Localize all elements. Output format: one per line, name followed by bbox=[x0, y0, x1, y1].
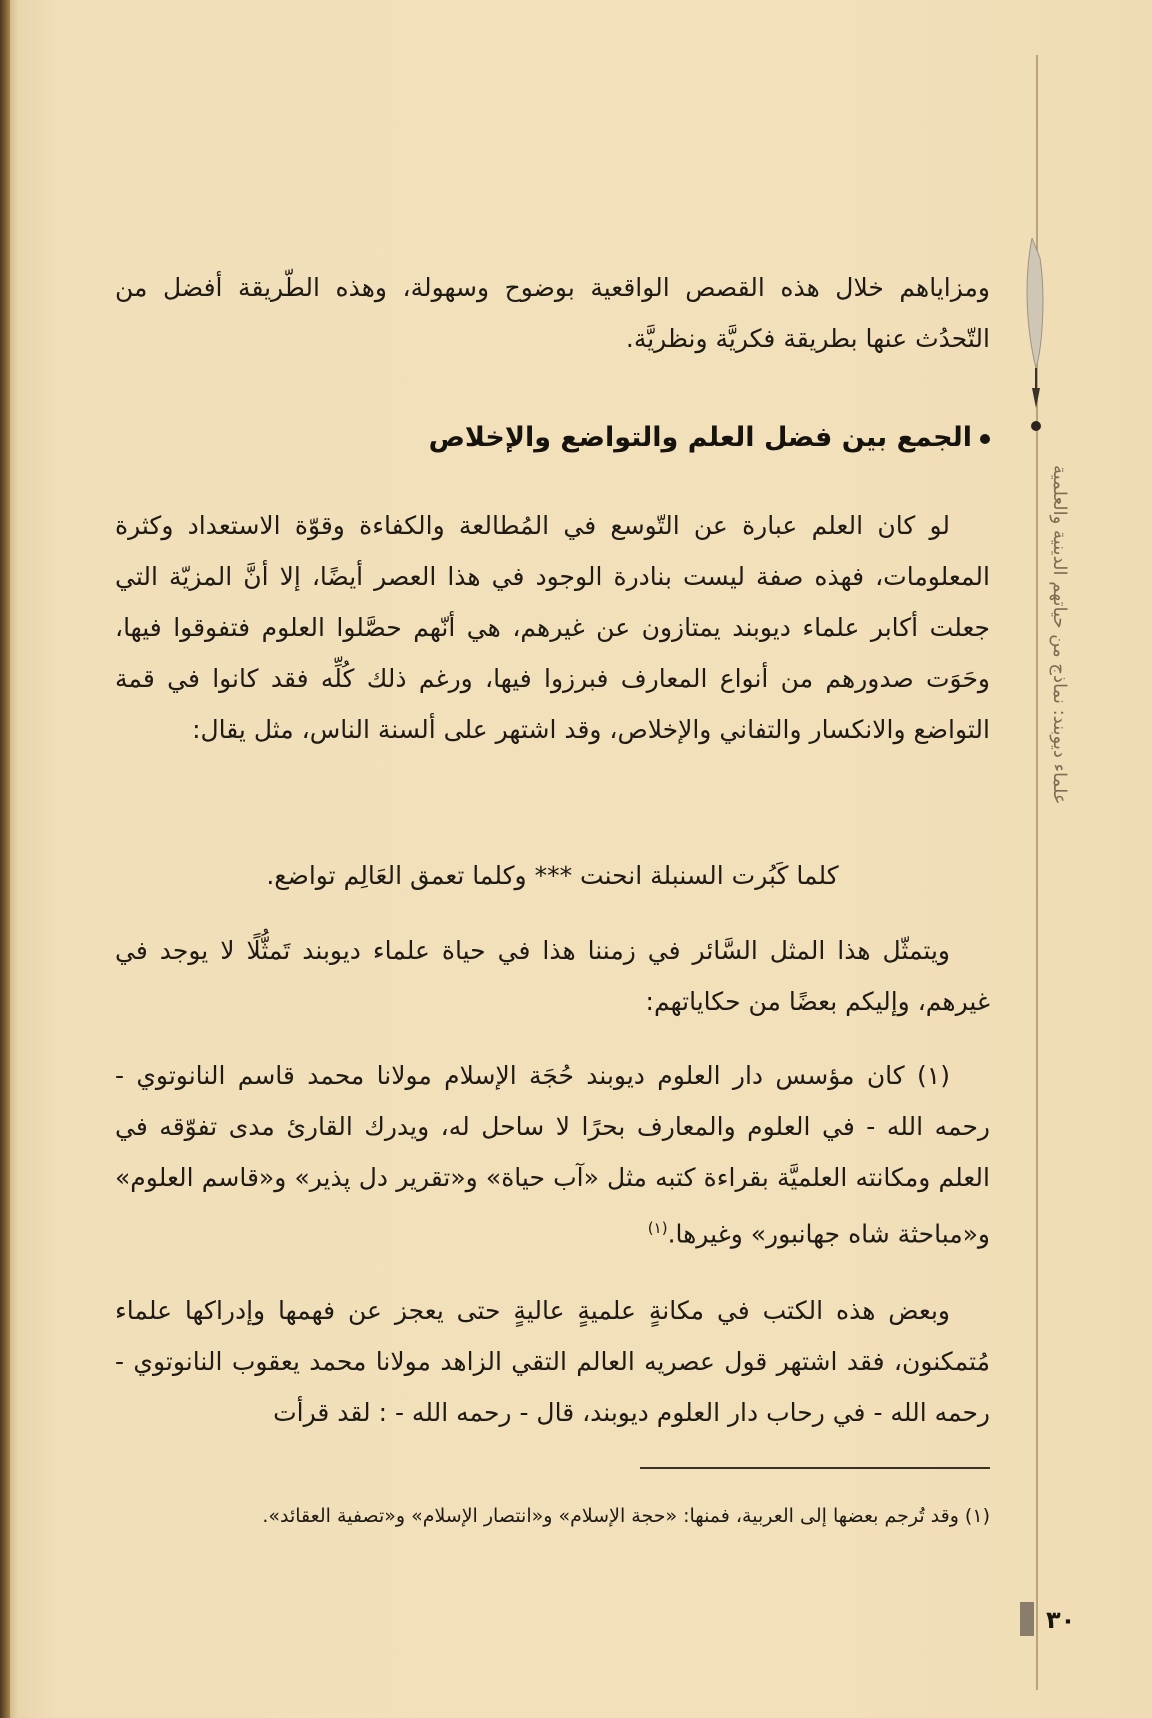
footnote-reference: (١) bbox=[647, 1219, 668, 1237]
paragraph: ويتمثّل هذا المثل السَّائر في زمننا هذا في حياة علماء ديوبند تَمثُّلًا لا يوجد في غيرهم، وإليكم بعضًا من حكاياتهم: bbox=[115, 936, 990, 1016]
paragraph: وبعض هذه الكتب في مكانةٍ علميةٍ عاليةٍ حتى يعجز عن فهمها وإدراكها علماء مُتمكنون، فقد اشتهر قول عصريه العالم التقي الزاهد مولانا محمد يعقوب النانوتوي - رحمه الله - في رحاب دار العلوم ديوبند، قال - رحمه الله - : لقد قرأت bbox=[115, 1296, 990, 1427]
running-head: علماء ديوبند: نماذج من حياتهم الدينية والعلمية bbox=[1049, 465, 1070, 805]
paragraph: لو كان العلم عبارة عن التّوسع في المُطالعة والكفاءة وقوّة الاستعداد وكثرة المعلومات، فهذه صفة ليست بنادرة الوجود في هذا العصر أيضًا، إلا أنَّ المزيّة التي جعلت أكابر علماء ديوبند يمتازون عن غيرهم، هي أنّهم حصَّلوا العلوم فتفوقوا فيها، وحَوَت صدورهم من أنواع المعارف فبرزوا فيها، ورغم ذلك كُلِّه فقد كانوا في قمة التواضع والانكسار والتفاني والإخلاص، وقد اشتهر على ألسنة الناس، مثل يقال: bbox=[115, 511, 990, 744]
paragraph bbox=[115, 1050, 990, 1259]
section-heading bbox=[115, 422, 990, 453]
opening-paragraph bbox=[115, 262, 990, 364]
decorative-quill-icon bbox=[1022, 238, 1052, 438]
paragraph-4 bbox=[115, 1285, 990, 1438]
footnote-divider bbox=[640, 1467, 990, 1469]
page-number-marker bbox=[1020, 1602, 1034, 1636]
section-heading-text: الجمع بين فضل العلم والتواضع والإخلاص bbox=[428, 422, 972, 453]
paragraph-1 bbox=[115, 500, 990, 755]
paragraph-text: (١) كان مؤسس دار العلوم ديوبند حُجَة الإسلام مولانا محمد قاسم النانوتوي - رحمه الله - في العلوم والمعارف بحرًا لا ساحل له، ويدرك القارئ مدى تفوّقه في العلم ومكانته العلميَّة بقراءة كتبه مثل «آب حياة» و«تقرير دل پذير» و«قاسم العلوم» و«مباحثة شاه جهانبور» وغيرها. bbox=[115, 1061, 990, 1249]
paragraph: ومزاياهم خلال هذه القصص الواقعية بوضوح وسهولة، وهذه الطّريقة أفضل من التّحدُث عنها بطريقة فكريَّة ونظريَّة. bbox=[115, 273, 990, 353]
page-binding-edge bbox=[0, 0, 10, 1718]
proverb-verse: كلما كَبُرت السنبلة انحنت *** وكلما تعمق العَالِم تواضع. bbox=[266, 861, 839, 890]
paragraph-2 bbox=[115, 925, 990, 1027]
page-number: ٣٠ bbox=[1046, 1606, 1076, 1634]
paragraph-3 bbox=[115, 1050, 990, 1259]
heading-bullet-icon bbox=[980, 434, 990, 444]
footnote: (١) وقد تُرجم بعضها إلى العربية، فمنها: «حجة الإسلام» و«انتصار الإسلام» و«تصفية العقائد». bbox=[262, 1505, 990, 1527]
